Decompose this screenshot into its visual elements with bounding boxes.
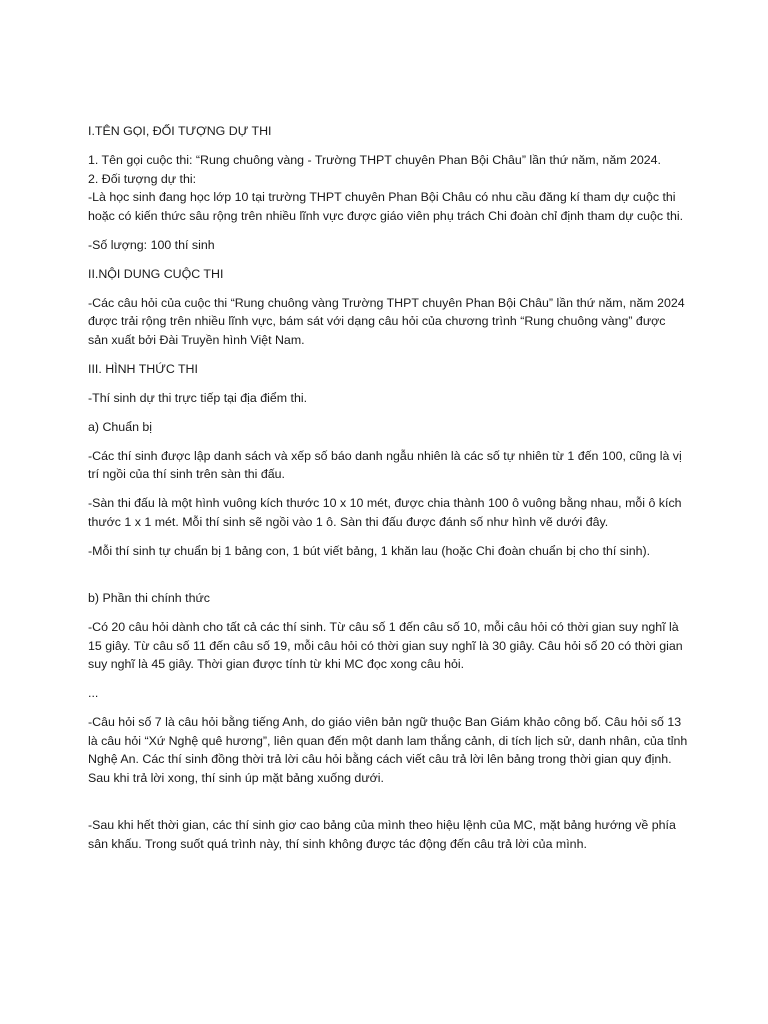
paragraph: -Câu hỏi số 7 là câu hỏi bằng tiếng Anh, do giáo viên bản ngữ thuộc Ban Giám khảo công bố. Câu hỏi số 13 là câu hỏi “Xứ Nghệ quê hương”, liên quan đến một danh lam thắng cảnh, di tích lịch sử, danh nhân, của tỉnh Nghệ An. Các thí sinh đồng thời trả lời câu hỏi bằng cách viết câu trả lời lên bảng trong thời gian quy định. Sau khi trả lời xong, thí sinh úp mặt bảng xuống dưới. <box>88 715 688 785</box>
paragraph: -Thí sinh dự thi trực tiếp tại địa điểm thi. <box>88 390 308 405</box>
paragraph: -Các thí sinh được lập danh sách và xếp số báo danh ngẫu nhiên là các số tự nhiên từ 1 đến 100, cũng là vị trí ngồi của thí sinh trên sàn thi đấu. <box>88 448 682 481</box>
section-heading: III. HÌNH THỨC THI <box>88 361 198 376</box>
section-heading: I.TÊN GỌI, ĐỐI TƯỢNG DỰ THI <box>88 124 272 138</box>
paragraph: -Có 20 câu hỏi dành cho tất cả các thí sinh. Từ câu số 1 đến câu số 10, mỗi câu hỏi có thời gian suy nghĩ là 15 giây. Từ câu số 11 đến câu số 19, mỗi câu hỏi có thời gian suy nghĩ là 30 giây. Câu hỏi số 20 có thời gian suy nghĩ là 45 giây. Thời gian được tính từ khi MC đọc xong câu hỏi. <box>88 620 683 671</box>
paragraph: -Mỗi thí sinh tự chuẩn bị 1 bảng con, 1 bút viết bảng, 1 khăn lau (hoặc Chi đoàn chuẩn bị cho thí sinh). <box>88 543 651 558</box>
document-body <box>88 122 688 864</box>
paragraph: -Sau khi hết thời gian, các thí sinh giơ cao bảng của mình theo hiệu lệnh của MC, mặt bảng hướng về phía sân khấu. Trong suốt quá trình này, thí sinh không được tác động đến câu trả lời của mình. <box>88 818 676 851</box>
paragraph: -Là học sinh đang học lớp 10 tại trường THPT chuyên Phan Bội Châu có nhu cầu đăng kí tham dự cuộc thi hoặc có kiến thức sâu rộng trên nhiều lĩnh vực được giáo viên phụ trách Chi đoàn chỉ định tham dự cuộc thi. <box>88 190 684 223</box>
paragraph: -Sàn thi đấu là một hình vuông kích thước 10 x 10 mét, được chia thành 100 ô vuông bằng nhau, mỗi ô kích thước 1 x 1 mét. Mỗi thí sinh sẽ ngồi vào 1 ô. Sàn thi đấu được đánh số như hình vẽ dưới đây. <box>88 496 682 529</box>
paragraph: 2. Đối tượng dự thi: <box>88 171 197 186</box>
paragraph: -Số lượng: 100 thí sinh <box>88 237 215 252</box>
paragraph: -Các câu hỏi của cuộc thi “Rung chuông vàng Trường THPT chuyên Phan Bội Châu” lần thứ năm, năm 2024 được trải rộng trên nhiều lĩnh vực, bám sát với dạng câu hỏi của chương trình “Rung chuông vàng” được sản xuất bởi Đài Truyền hình Việt Nam. <box>88 295 685 347</box>
paragraph: 1. Tên gọi cuộc thi: “Rung chuông vàng - Trường THPT chuyên Phan Bội Châu” lần thứ năm, năm 2024. <box>88 153 661 167</box>
subsection-heading: b) Phần thi chính thức <box>88 591 210 605</box>
ellipsis: ... <box>88 686 99 700</box>
section-heading: II.NỘI DUNG CUỘC THI <box>88 266 224 281</box>
subsection-heading: a) Chuẩn bị <box>88 419 153 434</box>
